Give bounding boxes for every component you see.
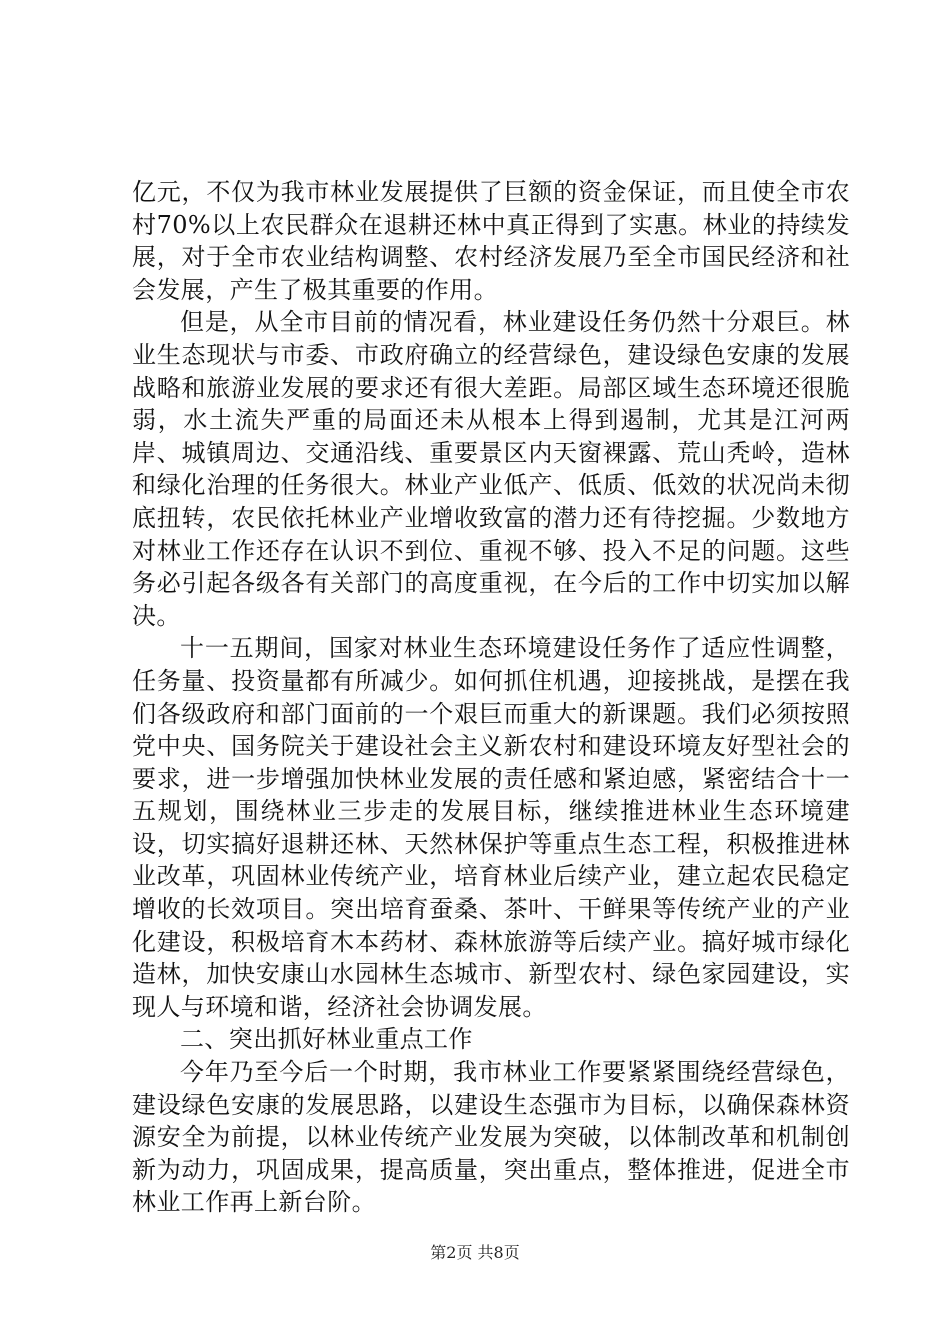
page-number-footer: 第2页 共8页 <box>430 1243 520 1262</box>
document-body <box>132 176 850 1219</box>
paragraph-3: 十一五期间，国家对林业生态环境建设任务作了适应性调整，任务量、投资量都有所减少。如何抓住机遇，迎接挑战，是摆在我们各级政府和部门面前的一个艰巨而重大的新课题。我们必须按照党中央、国务院关于建设社会主义新农村和建设环境友好型社会的要求，进一步增强加快林业发展的责任感和紧迫感，紧密结合十一五规划，围绕林业三步走的发展目标，继续推进林业生态环境建设，切实搞好退耕还林、天然林保护等重点生态工程，积极推进林业改革，巩固林业传统产业，培育林业后续产业，建立起农民稳定增收的长效项目。突出培育蚕桑、茶叶、干鲜果等传统产业的产业化建设，积极培育木本药材、森林旅游等后续产业。搞好城市绿化造林，加快安康山水园林生态城市、新型农村、绿色家园建设，实现人与环境和谐，经济社会协调发展。 <box>132 634 850 1021</box>
paragraph-4: 今年乃至今后一个时期，我市林业工作要紧紧围绕经营绿色，建设绿色安康的发展思路，以建设生态强市为目标，以确保森林资源安全为前提，以林业传统产业发展为突破，以体制改革和机制创新为动力，巩固成果，提高质量，突出重点，整体推进，促进全市林业工作再上新台阶。 <box>132 1058 850 1217</box>
paragraph-2: 但是，从全市目前的情况看，林业建设任务仍然十分艰巨。林业生态现状与市委、市政府确立的经营绿色，建设绿色安康的发展战略和旅游业发展的要求还有很大差距。局部区域生态环境还很脆弱，水土流失严重的局面还未从根本上得到遏制，尤其是江河两岸、城镇周边、交通沿线、重要景区内天窗裸露、荒山秃岭，造林和绿化治理的任务很大。林业产业低产、低质、低效的状况尚未彻底扭转，农民依托林业产业增收致富的潜力还有待挖掘。少数地方对林业工作还存在认识不到位、重视不够、投入不足的问题。这些务必引起各级各有关部门的高度重视，在今后的工作中切实加以解决。 <box>132 308 850 630</box>
section-heading: 二、突出抓好林业重点工作 <box>180 1025 473 1054</box>
paragraph-1: 亿元，不仅为我市林业发展提供了巨额的资金保证，而且使全市农村70%以上农民群众在退耕还林中真正得到了实惠。林业的持续发展，对于全市农业结构调整、农村经济发展乃至全市国民经济和社会发展，产生了极其重要的作用。 <box>132 178 850 304</box>
